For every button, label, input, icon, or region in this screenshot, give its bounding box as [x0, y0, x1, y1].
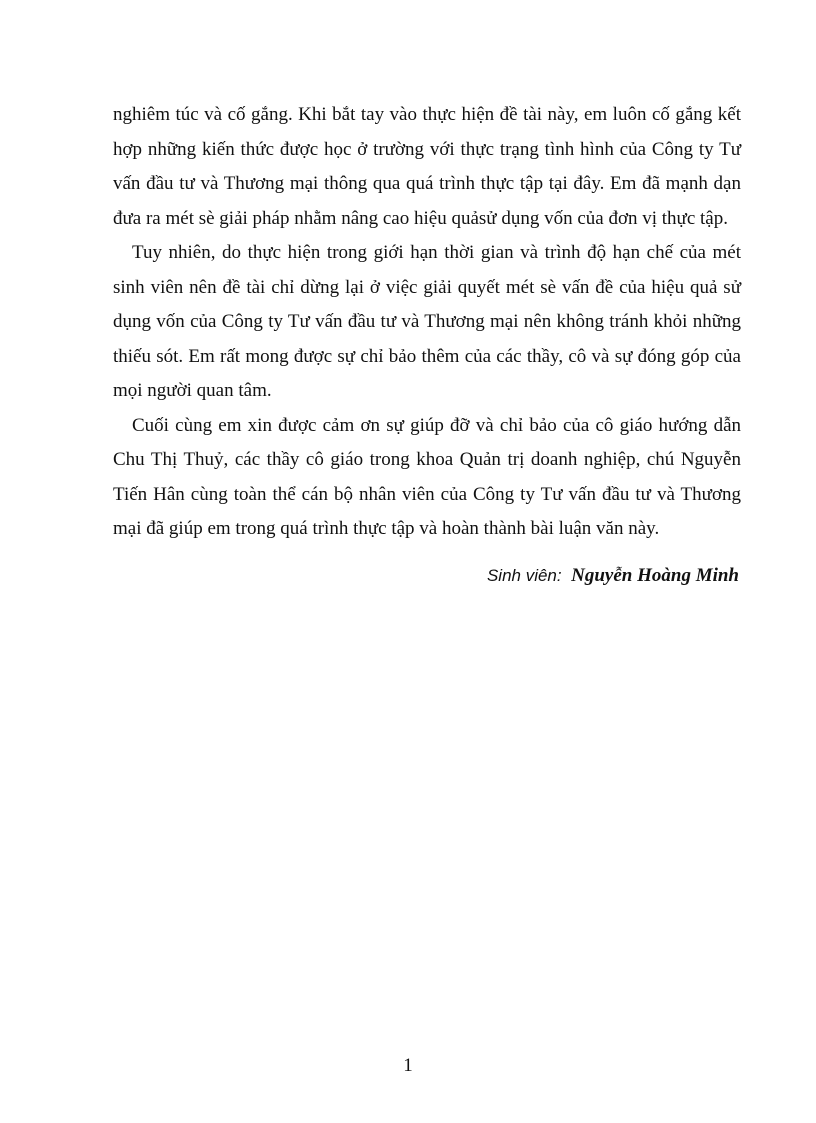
signature-label: Sinh viên:: [486, 565, 562, 585]
paragraph-acknowledgements: Cuối cùng em xin được cảm ơn sự giúp đỡ và chỉ bảo của cô giáo hướng dẫn Chu Thị Thuỷ, các thầy cô giáo trong khoa Quản trị doanh nghiệp, chú Nguyễn Tiến Hân cùng toàn thể cán bộ nhân viên của Công ty Tư vấn đầu tư và Thương mại đã giúp em trong quá trình thực tập và hoàn thành bài luận văn này.: [113, 414, 741, 539]
paragraph-continuation: nghiêm túc và cố gắng. Khi bắt tay vào thực hiện đề tài này, em luôn cố gắng kết hợp những kiến thức được học ở trường với thực trạng tình hình của Công ty Tư vấn đầu tư và Thương mại thông qua quá trình thực tập tại đây. Em đã mạnh dạn đưa ra mét sè giải pháp nhằm nâng cao hiệu quảsử dụng vốn của đơn vị thực tập.: [113, 104, 741, 229]
signature-block: [113, 559, 741, 593]
body-text: [113, 98, 741, 593]
paragraph-limitations: Tuy nhiên, do thực hiện trong giới hạn thời gian và trình độ hạn chế của mét sinh viên nên đề tài chỉ dừng lại ở việc giải quyết mét sè vấn đề của hiệu quả sử dụng vốn của Công ty Tư vấn đầu tư và Thương mại nên không tránh khỏi những thiếu sót. Em rất mong được sự chỉ bảo thêm của các thầy, cô và sự đóng góp của mọi người quan tâm.: [113, 242, 741, 401]
page-number: 1: [403, 1055, 413, 1076]
signature-name: Nguyễn Hoàng Minh: [571, 564, 739, 586]
